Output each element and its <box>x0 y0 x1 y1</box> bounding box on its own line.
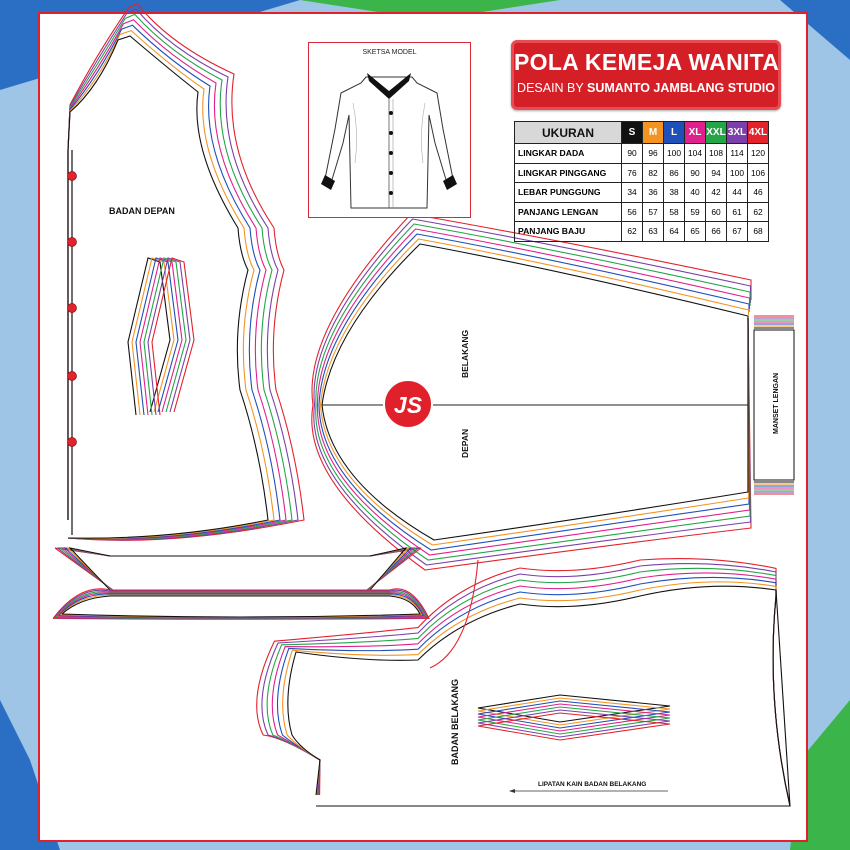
collar-leaf-line <box>62 596 420 617</box>
size-header-label: UKURAN <box>515 122 622 144</box>
back-bodice-line <box>267 568 790 806</box>
collar-stand-line <box>68 548 409 591</box>
button-icon <box>68 172 77 181</box>
back-bodice-line <box>277 577 790 806</box>
collar-stand-line <box>60 548 416 593</box>
size-value-cell: 61 <box>727 202 748 222</box>
front-bodice-line <box>68 9 298 540</box>
back-bodice-line <box>272 573 790 806</box>
size-header-m: M <box>643 122 664 144</box>
size-value-cell: 104 <box>685 144 706 164</box>
size-header-3xl: 3XL <box>727 122 748 144</box>
fold-arrow-icon <box>509 789 515 793</box>
size-header-s: S <box>622 122 643 144</box>
size-value-cell: 36 <box>643 183 664 203</box>
size-value-cell: 57 <box>643 202 664 222</box>
size-value-cell: 67 <box>727 222 748 242</box>
collar-stand-line <box>63 548 414 592</box>
subtitle-author: SUMANTO JAMBLANG STUDIO <box>586 81 775 95</box>
sketch-model-box <box>308 42 471 218</box>
size-value-cell: 46 <box>748 183 769 203</box>
sleeve-line <box>321 239 749 545</box>
button-icon <box>68 304 77 313</box>
size-table <box>514 121 769 242</box>
collar-stand-line <box>70 548 406 590</box>
size-value-cell: 90 <box>685 163 706 183</box>
size-value-cell: 114 <box>727 144 748 164</box>
size-row-label: LINGKAR DADA <box>515 144 622 164</box>
size-row-label: LINGKAR PINGGANG <box>515 163 622 183</box>
size-value-cell: 38 <box>664 183 685 203</box>
size-row-label: PANJANG BAJU <box>515 222 622 242</box>
size-value-cell: 90 <box>622 144 643 164</box>
size-row-label: PANJANG LENGAN <box>515 202 622 222</box>
button-icon <box>68 238 77 247</box>
js-logo-text: JS <box>393 392 423 418</box>
label-badan-depan: BADAN DEPAN <box>109 206 175 216</box>
size-value-cell: 94 <box>706 163 727 183</box>
size-value-cell: 106 <box>748 163 769 183</box>
label-manset-lengan: MANSET LENGAN <box>773 372 780 434</box>
size-table-row <box>515 163 769 183</box>
front-bodice-line <box>68 20 286 539</box>
label-badan-belakang: BADAN BELAKANG <box>450 679 460 765</box>
collar-leaf-line <box>58 593 425 618</box>
size-table-row <box>515 222 769 242</box>
size-value-cell: 42 <box>706 183 727 203</box>
button-icon <box>68 372 77 381</box>
label-depan: DEPAN <box>460 428 470 458</box>
size-value-cell: 59 <box>685 202 706 222</box>
size-value-cell: 62 <box>622 222 643 242</box>
size-value-cell: 120 <box>748 144 769 164</box>
size-table-row <box>515 202 769 222</box>
subtitle-prefix: DESAIN BY <box>517 81 587 95</box>
size-value-cell: 108 <box>706 144 727 164</box>
size-value-cell: 86 <box>664 163 685 183</box>
size-value-cell: 66 <box>706 222 727 242</box>
size-value-cell: 76 <box>622 163 643 183</box>
size-value-cell: 44 <box>727 183 748 203</box>
size-header-xl: XL <box>685 122 706 144</box>
subtitle <box>514 81 778 95</box>
size-value-cell: 60 <box>706 202 727 222</box>
size-value-cell: 100 <box>664 144 685 164</box>
label-lipatan: LIPATAN KAIN BADAN BELAKANG <box>538 781 647 788</box>
shirt-sketch-icon <box>309 43 469 215</box>
back-bodice-line <box>262 564 790 806</box>
size-value-cell: 56 <box>622 202 643 222</box>
button-icon <box>68 438 77 447</box>
front-bodice-line <box>68 25 280 539</box>
sleeve-pattern <box>312 214 751 570</box>
size-value-cell: 82 <box>643 163 664 183</box>
size-header-xxl: XXL <box>706 122 727 144</box>
size-value-cell: 63 <box>643 222 664 242</box>
title-banner <box>511 40 781 110</box>
label-belakang: BELAKANG <box>460 329 470 378</box>
size-value-cell: 58 <box>664 202 685 222</box>
collar-pattern <box>53 548 429 619</box>
collar-leaf-line <box>59 594 423 618</box>
size-value-cell: 34 <box>622 183 643 203</box>
front-bodice-line <box>68 36 268 538</box>
size-row-label: LEBAR PUNGGUNG <box>515 183 622 203</box>
size-table-row <box>515 144 769 164</box>
size-header-l: L <box>664 122 685 144</box>
size-value-cell: 64 <box>664 222 685 242</box>
size-value-cell: 100 <box>727 163 748 183</box>
size-table-body <box>515 144 769 242</box>
sleeve-line <box>322 244 748 540</box>
size-table-header <box>515 122 769 144</box>
size-value-cell: 96 <box>643 144 664 164</box>
size-table-row <box>515 183 769 203</box>
size-header-4xl: 4XL <box>748 122 769 144</box>
collar-stand-line <box>65 548 411 592</box>
collar-stand-line <box>58 548 419 594</box>
front-bodice-line <box>68 4 304 541</box>
front-bodice-pattern <box>68 4 304 541</box>
sleeve-line <box>312 214 751 570</box>
sketch-title: SKETSA MODEL <box>362 49 417 56</box>
size-value-cell: 40 <box>685 183 706 203</box>
main-title: POLA KEMEJA WANITA <box>514 49 780 75</box>
collar-leaf-line <box>61 595 422 617</box>
js-logo <box>384 380 432 428</box>
size-value-cell: 62 <box>748 202 769 222</box>
size-value-cell: 68 <box>748 222 769 242</box>
size-value-cell: 65 <box>685 222 706 242</box>
